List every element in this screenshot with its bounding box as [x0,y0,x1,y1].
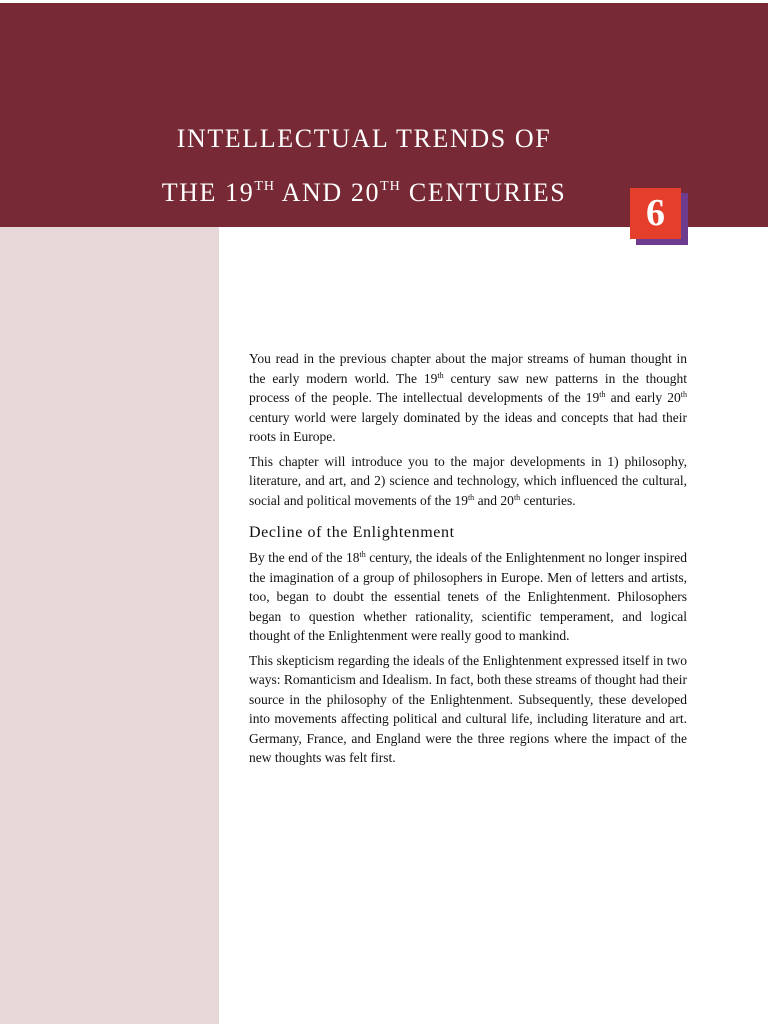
left-margin-panel [0,227,219,1024]
intro-paragraph-2: This chapter will introduce you to the major developments in 1) philosophy, literature, and art, and 2) science and technology, which influenced the cultural, social and political movements of the 19th and 20th centuries. [249,453,687,508]
section-paragraph-2: This skepticism regarding the ideals of the Enlightenment expressed itself in two ways: Romanticism and Idealism. In fact, both these streams of thought had their source in the philosophy of the Enlightenment. Subsequently, these developed into movements affecting political and cultural life, including literature and art. Germany, France, and England were the three regions where the impact of the new thoughts was felt first. [249,652,687,765]
section-heading: Decline of the Enlightenment [249,524,455,541]
chapter-body [249,349,687,773]
section-paragraph-1: By the end of the 18th century, the ideals of the Enlightenment no longer inspired the imagination of a group of philosophers in Europe. Men of letters and artists, too, began to doubt the essential tenets of the Enlightenment. Philosophers began to question whether rationality, scientific temperament, and logical thought of the Enlightenment were really good to mankind. [249,550,687,643]
intro-paragraph-1: You read in the previous chapter about the major streams of human thought in the early modern world. The 19th century saw new patterns in the thought process of the people. The intellectual developments of the 19th and early 20th century world were largely dominated by the ideas and concepts that had their roots in Europe. [249,351,687,444]
chapter-title [0,124,728,207]
chapter-title-line1: INTELLECTUAL TRENDS OF [176,124,552,153]
chapter-number-badge: 6 [630,188,681,239]
chapter-title-line2: THE 19TH AND 20TH CENTURIES [161,178,567,207]
